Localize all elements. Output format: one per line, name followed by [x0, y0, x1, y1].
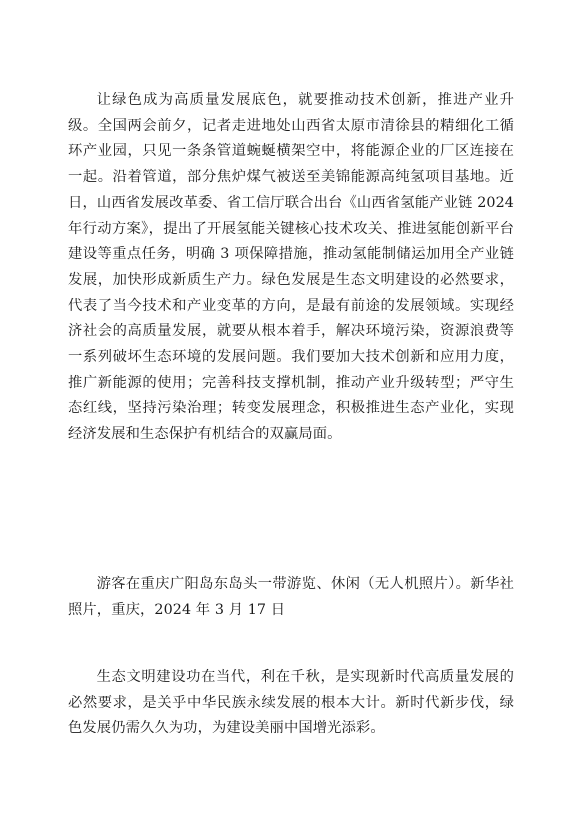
closing-paragraph: 生态文明建设功在当代，利在千秋，是实现新时代高质量发展的必然要求，是关乎中华民族永续发展的根本大计。新时代新步伐，绿色发展仍需久久为功，为建设美丽中国增光添彩。 — [68, 669, 514, 737]
body-paragraph-green-development: 让绿色成为高质量发展底色，就要推动技术创新，推进产业升级。全国两会前夕，记者走进地处山西省太原市清徐县的精细化工循环产业园，只见一条条管道蜿蜒横架空中，将能源企业的厂区连接在一起。沿着管道，部分焦炉煤气被送至美锦能源高纯氢项目基地。近日，山西省发展改革委、省工信厅联合出台《山西省氢能产业链 2024 年行动方案》，提出了开展氢能关键核心技术攻关、推进氢能创新平台建设等重点任务，明确 3 项保障措施，推动氢能制储运加用全产业链发展，加快形成新质生产力。绿色发展是生态文明建设的必然要求，代表了当今技术和产业变革的方向，是最有前途的发展领域。实现经济社会的高质量发展，就要从根本着手，解决环境污染，资源浪费等一系列破坏生态环境的发展问题。我们要加大技术创新和应用力度，推广新能源的使用；完善科技支撑机制，推动产业升级转型；严守生态红线，坚持污染治理；转变发展理念，积极推进生态产业化，实现经济发展和生态保护有机结合的双赢局面。 — [68, 92, 514, 443]
photo-caption: 游客在重庆广阳岛东岛头一带游览、休闲（无人机照片）。新华社照片，重庆，2024 年 3 月 17 日 — [68, 576, 514, 618]
